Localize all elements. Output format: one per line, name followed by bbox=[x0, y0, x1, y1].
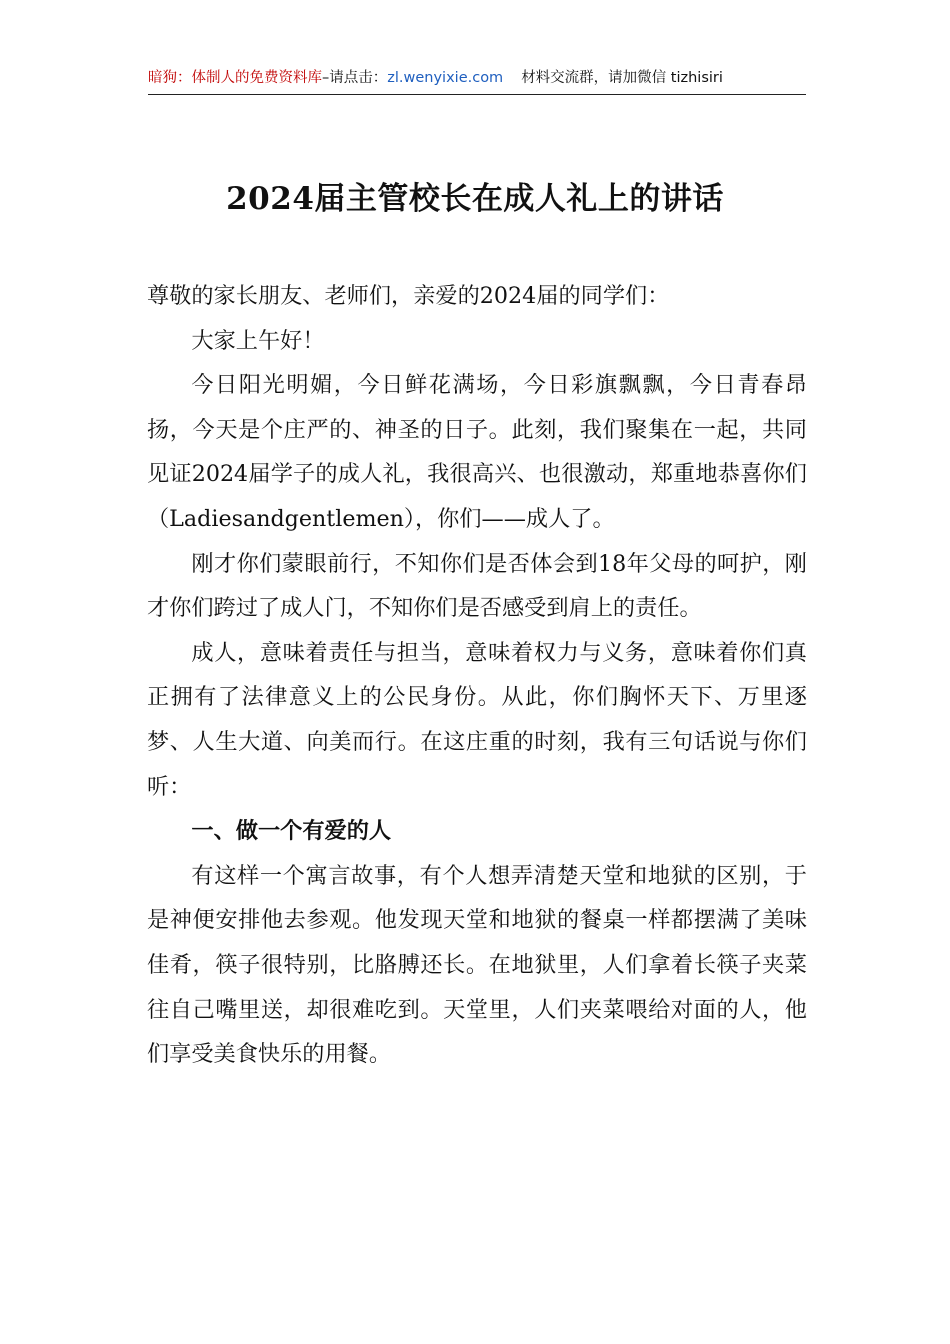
header-group-text: 材料交流群，请加微信 tizhisiri bbox=[521, 70, 723, 86]
header-ad-text: 暗狗：体制人的免费资料库 bbox=[148, 70, 322, 86]
salutation: 尊敬的家长朋友、老师们，亲爱的2024届的同学们： bbox=[147, 283, 670, 309]
page-header-banner bbox=[148, 66, 806, 95]
document-body bbox=[147, 274, 807, 1077]
paragraph: 刚才你们蒙眼前行，不知你们是否体会到18年父母的呵护，刚才你们跨过了成人门，不知你们是否感受到肩上的责任。 bbox=[147, 550, 807, 622]
header-url-link[interactable]: zl.wenyixie.com bbox=[387, 70, 504, 86]
paragraph: 成人，意味着责任与担当，意味着权力与义务，意味着你们真正拥有了法律意义上的公民身份。从此，你们胸怀天下、万里逐梦、人生大道、向美而行。在这庄重的时刻，我有三句话说与你们听： bbox=[147, 639, 807, 800]
section-heading: 一、做一个有爱的人 bbox=[191, 818, 392, 845]
document-title: 2024届主管校长在成人礼上的讲话 bbox=[226, 181, 724, 217]
paragraph: 今日阳光明媚，今日鲜花满场，今日彩旗飘飘，今日青春昂扬，今天是个庄严的、神圣的日子。此刻，我们聚集在一起，共同见证2024届学子的成人礼，我很高兴、也很激动，郑重地恭喜你们（Ladiesandgentlemen），你们——成人了。 bbox=[147, 372, 807, 532]
paragraph: 有这样一个寓言故事，有个人想弄清楚天堂和地狱的区别，于是神便安排他去参观。他发现天堂和地狱的餐桌一样都摆满了美味佳肴，筷子很特别，比胳膊还长。在地狱里，人们拿着长筷子夹菜往自己嘴里送，却很难吃到。天堂里，人们夹菜喂给对面的人，他们享受美食快乐的用餐。 bbox=[147, 862, 807, 1068]
header-click-prompt: –请点击： bbox=[322, 70, 388, 86]
greeting: 大家上午好！ bbox=[191, 327, 325, 354]
